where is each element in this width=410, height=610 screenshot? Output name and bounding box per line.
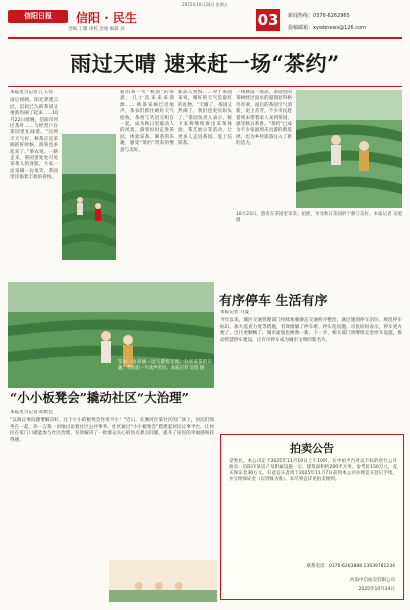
auction-body: 受委托，本公司定于2025年11月10日上午10时，在中拍平台对以下标的进行公开拍卖：信阳市某房产及附属设施一宗，建筑面积约200平方米，参考价150万元，竞买保证金30万元。有意竞买者请于2025年11月7日前到本公司办理竞买登记手续，并交纳保证金（以到账为准）。未尽事宜详见拍卖规则。 [229,459,397,483]
community-banner-illustration [109,560,217,602]
masthead [8,8,402,38]
auction-contacts: 联系电话：0376-6263888 13939781234 [306,564,395,569]
main-headline: 雨过天晴 速来赶一场“茶约” [70,51,340,76]
tea-garden-photo-wide [8,282,214,388]
story3-byline: 本报见习记者 胡紫佳 [10,410,53,415]
main-story-text-2: 新的茶一年“秋韵”的茶意，几十次来来来清源…… 秋茶采摘已近尾声，茶农们抓住晴好天气抢收，茶香与笑语交织在一起，成为秋日里最动人的风景。游客纷纷走进茶园，体验采茶、制茶的乐趣，感受“茶约”带来的惬意与美好。 [120,90,174,153]
submission-email: 投稿邮箱：xywbnews@126.com [288,25,366,31]
main-story-text-3: 新品人喜悦……对于茶园来说，晴好的天气是最好的礼物。“天晴了，茶园又热闹了，我们也更有盼头了。”茶园负责人表示，接下来将继续推出采茶体验、茶艺展示等活动，让更多人走进茶园、爱上信阳茶。 [178,90,232,147]
tea-picking-illustration [296,90,402,208]
auction-title: 拍卖公告 [290,442,334,455]
tea-picking-photo [296,90,402,208]
tea-garden-wide-caption: 茶农一边采摘一边与游客交流，分享采茶的乐趣，茶园里一片欢声笑语。本报记者 吴旭 摄 [118,360,212,371]
story2-headline: 有序停车 生活有序 [219,294,328,309]
tea-garden-photo-main [62,134,116,260]
news-hotline: 新闻热线：0376-6262965 [288,13,350,19]
auction-notice [220,434,404,600]
main-story-column-3 [178,90,232,274]
main-story-text-1: 雨后初晴，阳光穿透云层，沉寂已久的茶园又重新热闹了起来……10月22日傍晚，信阳市河区茶叶……与经营户在茶园里忙碌着。“这两天天气好，秋茶正是采摘的好时候，游客也多起来了。”茶农说。一路走来，茶园里处处可见采茶人的身影，大家一边采摘一边说笑，茶园里洋溢着丰收的喜悦。 [10,98,58,181]
main-story-column-4 [236,90,292,206]
main-story-column-2 [120,90,174,274]
auction-signoff: 河南中启拍卖有限公司 [350,578,395,583]
newspaper-logo: 信阳日报 [8,10,68,23]
story3-headline: “小小板凳会”撬动社区“大治理” [10,390,189,405]
main-story-byline: 本报见习记者 江玉伟 [10,90,53,95]
issue-date-line: 2025年10月24日 星期五 [182,2,228,7]
page-number: 03 [257,11,279,29]
editor-credits: 责编 王耀 审校 金栗 编辑 孙 [68,27,125,32]
story2-text: 今年以来，城区交通管理部门持续加强静态交通秩序整治，通过施划停车泊位、规范停车标识、加大巡查力度等措施，有效缓解了停车难、停车乱问题。市民纷纷表示，停车更方便了，出行更顺畅了，城市面貌也焕然一新。下一步，相关部门将继续完善停车设施，推动智慧停车建设，让有序停车成为城市文明的新名片。 [220,318,402,343]
headline-divider [8,86,402,87]
tea-garden-illustration [62,134,116,260]
tea-picking-photo-caption: 10月23日，游客在茶园里采茶、拍照，享受秋日茶园的宁静与美好。本报记者 吴旭 摄 [236,212,402,223]
story3-text: “议政议事问题要解决好，这个小小的板凳会作用不小！”近日，在浉河区某社区的广场上，居民们围坐在一起，你一言我一语地讨论着社区公共事务。社区通过“小小板凳会”搭建起居民议事平台，让居民在家门口就能参与社区治理，有效解决了一批群众关心的热点难点问题，提升了居民的幸福感和获得感。 [10,418,214,443]
auction-date: 2025年10月24日 [358,587,395,592]
story2-body [220,310,402,428]
main-story-text-4: 一场秋雨一场凉，茶园里的茶树经过雨水的滋润显得格外青翠。雨后的茶园空气清新，泥土芬芳，不少市民趁着周末带着家人来到茶园，感受秋日茶香。“茶约”已成为不少家庭周末出游的新选择，也为乡村旅游注入了新的活力。 [236,90,292,147]
masthead-divider [8,37,402,39]
main-story-column-1 [10,90,58,274]
community-banner-image [109,560,217,602]
story2-byline: 本报记者 马曼 [220,310,250,315]
section-title: 信阳 · 民生 [76,11,137,25]
story3-body [10,410,214,558]
